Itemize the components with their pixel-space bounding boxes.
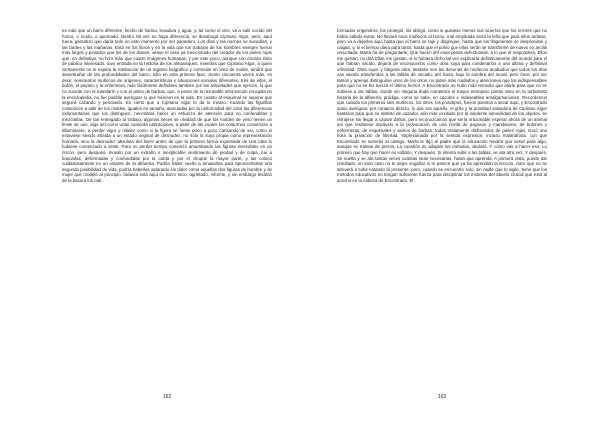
left-page — [62, 28, 272, 408]
right-page-number: 163 — [437, 394, 447, 400]
right-page — [337, 28, 547, 408]
left-page-number: 162 — [162, 394, 172, 400]
left-page-text: es más que un barro diferente, hecho de harina, levadura y agua, y, tal como el otro, va a salir cocido del horno, o crudo, o quemado. Dentro tal vez no haya diferencia, se desahoga Cipriano Algor, pero, aquí fuera, garantizo que daría todo en este momento por ser panadero. Los días y las noches se sucedían, y las tardes y las mañanas. Está en los libros y en la vida que los trabajos de los hombres siempre fueron más largos y pesados que los de los dioses, véase el caso ya mencionado del creador de los pieles rojas que, en definitiva, no hizo más que cuatro imágenes humanas, y por este poco, aunque con escaso éxito de público interesado, tuvo entrada en la historia de los almanaques, mientras que Cipriano Algor, a quien ciertamente no le espera la retribución de un registro biográfico y curricular en letra de molde, tendrá que desentrañar de las profundidades del barro, sólo en esta primera fase, ciento cincuenta veces más, es decir, seiscientos muñecos de orígenes, características y situaciones sociales diferentes, tres de ellos, el bufón, el payaso y la enfermera, más fácilmente definibles también por las actividades que ejercen, lo que no sucede con el mandarín y con el asirio de barbas, que, a pesar de la razonable información recogida en la enciclopedia, no fue posible averiguar lo que hicieron en la vida. En cuanto al esquimal se supone que seguirá cazando y pescando. Es cierto que a Cipriano Algor le da lo mismo. Cuando las figurillas comiencen a salir de los moldes, iguales en tamaño, atenuadas por la uniformidad del color las diferencias indumentarias que los distinguen, necesitará hacer un esfuerzo de atención para no confundirlas y mezclarlas. De tan entregado al trabajo, algunas veces se olvidará de que los moldes de yeso tienen un límite de uso, algo así como unas cuarenta utilizaciones, a partir de las cuales los contornos comienzan a difuminarse, a perder vigor y nitidez como si la figura se fuese poco a poco cansando de ser, como si estuviese siendo atraída a un estado original de desnudez, no sólo la suya propia como representación humana, sino la desnudez absoluta del barro antes de que la primera forma expresada de una idea lo hubiese comenzado a vestir. Para no perder tiempo comenzó amumbando las figuras inservibles en un rincón, pero después, movido por un extraño e inexplicable sentimiento de piedad y de culpa, fue a buscarlas, deformadas y confundidas por la caída y por el choque la mayor parte, y las colocó cuidadosamente en un estante de la alfarería. Podría haber vuelto a amasarlas para aprovecharlas una segunda posibilidad de vida, podría haberlas aplanado sin dolor como aquellas dos figuras de hombre y de mujer que modeló al principio, todavía está aquí su barro seco, agrietado, informe, y sin embargo levantó de la basura los mal — [62, 28, 272, 183]
right-page-text: formados engendros, los protegió, los abrigó, como si quisiese menos sus aciertos que los errores que no había sabido evitar. No llevará esos muñecos al horno, mal empleada sería la leña que para ellos ardiese, pero va a dejarlos aquí hasta que el barro se raje y disgregue, hasta que los fragmentos se desprendan y caigan, y, si el tiempo diera para tanto, hasta que el polvo que ellos serán se transforme de nuevo en arcilla resucitada. Marta ha de preguntarle, Qué hacen ahí esas pesas defectuosas, a lo que él responderá, Ellos me gustan, no dirá Ellas me gustan, si lo hubiera dicho tal vez explicaría definitivamente del mundo para el que habían nacido, dejaría de reconocerlos como obra suya para condenarlos a una última y definitiva orfandad. Obra suya, y fatigosa obra, también son las decenas de muñecos acabados que todos los días van siendo transferidos a las tablas de secado, ahí fuera, bajo la sombra del moral, pero ésos, por ser tantos y apenas distinguirse unos de los otros, no piden más cuidados y atenciones que los indispensables para que no se les tuerza el último hervor. A Encontrado no hubo más remedio que atarle para que no se subiese a las tablas, donde sin ninguna duda cometería el mayor estropicio jamás visto en la turbulenta historia de la alfarería, pródiga, como se sabe, en cacotes e indeseables amalgamaciones. Recordemos que cuando los primeros seis muñecos, los otros, los prototipos, fueron puestos a secar aquí, y Encontrado quiso averiguar, por contacto directo, lo que era aquello, el grito y la prontitud salvadora de Cipriano Algor bastaron para que su instinto de cazador, aún más excitado por la insolente inmovilidad de los objetos, se retrajese sin llegar a causar daños, pero reconozcamos que sería irrazonable esperar ahora de un animal así que resistiese impávido a la provocación de una horda de payasos y mandarines, de bufones y enfermeras, de esquimales y asirios de barbas, todos malamente disfrazados de pieles rojas. Duró una hora la privación de libertad. Impresionada por la sentida expresión, incluso malandrosa, con que Encontrado se sometió al castigo, Marta le dijo al padre que la educación tendría que servir para algo, aunque se tratase de perros, La cuestión es adaptar los métodos, declaró, Y cómo vas a hacer eso, Lo primero que hay que hacer es soltarlo, Y después, Si intenta subir a las tablas, se ata otra vez, Y después, Se suelta y se ata tantas veces cuantas sean necesarias, hasta que aprenda, A primera vista, puede dar resultado, en todo caso no te dejes engañar si te parece que ya ha aprendido la lección, claro que no se atreverá a subir estando tú presente, pero, cuando se encuentre solo, sin nadie que lo vigile, temo que los métodos educativos no tengan suficiente fuerza para disciplinar los instintos del abuelo chacal que está al acecho en la cabeza de Encontrado, El — [337, 28, 547, 183]
